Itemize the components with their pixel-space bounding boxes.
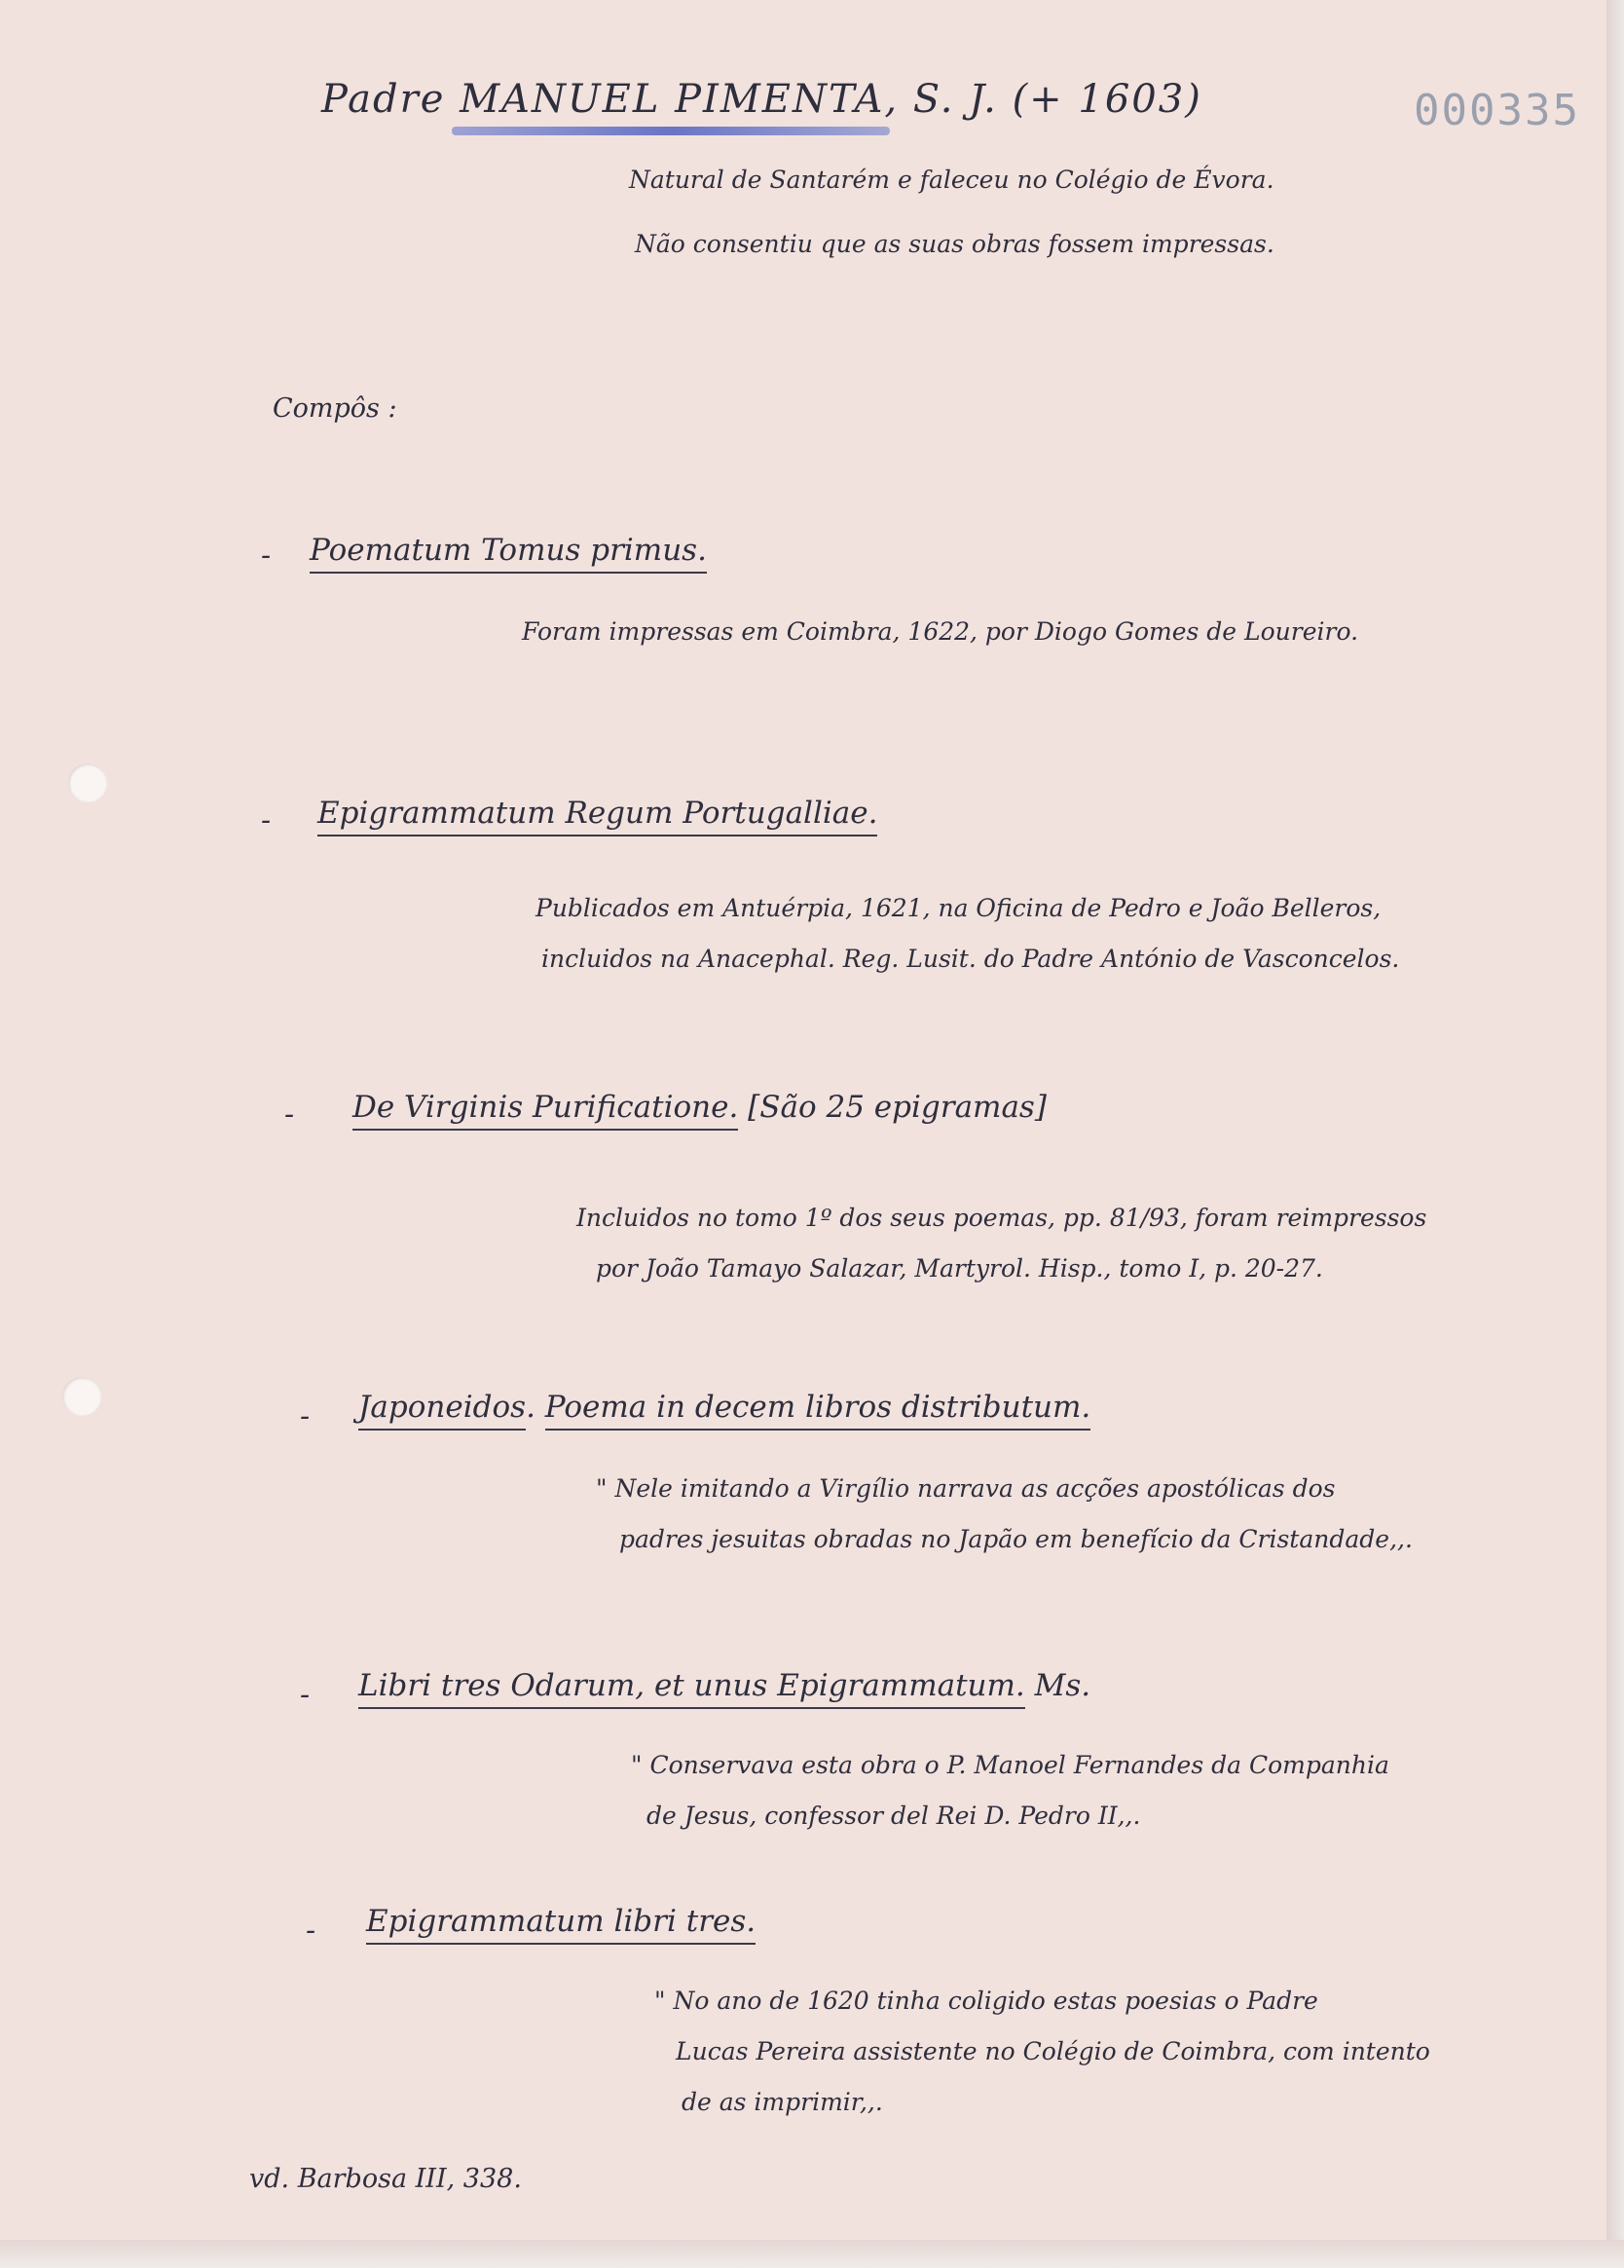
title-underlined: De Virginis Purificatione. (352, 1090, 738, 1131)
list-item-note: de Jesus, confessor del Rei D. Pedro II,,. (646, 1802, 1141, 1830)
list-item-title (366, 1904, 757, 1939)
page-edge-right (1606, 0, 1624, 2268)
list-item-note: incluidos na Anacephal. Reg. Lusit. do Padre António de Vasconcelos. (541, 945, 1400, 973)
list-dash: - (284, 1097, 295, 1132)
archive-stamp-number: 000335 (1414, 86, 1580, 135)
intro-line-2: Não consentiu que as suas obras fossem impressas. (635, 230, 1274, 258)
list-item-note: " Nele imitando a Virgílio narrava as acções apostólicas dos (596, 1474, 1336, 1503)
compos-label: Compôs : (273, 393, 397, 424)
intro-line-1: Natural de Santarém e faleceu no Colégio de Évora. (629, 166, 1274, 194)
list-item-note: Publicados em Antuérpia, 1621, na Oficina de Pedro e João Belleros, (535, 894, 1382, 922)
list-dash: - (261, 803, 272, 837)
punch-hole (62, 1377, 101, 1416)
bibliographic-reference: vd. Barbosa III, 338. (249, 2164, 522, 2194)
list-item-note: Foram impressas em Coimbra, 1622, por Diogo Gomes de Loureiro. (522, 617, 1359, 646)
list-dash: - (261, 539, 272, 573)
page-title (321, 77, 1202, 122)
title-extra: [São 25 epigramas] (748, 1090, 1047, 1125)
title-extra: Ms. (1034, 1668, 1091, 1703)
title-suffix: , S. J. (+ 1603) (884, 77, 1202, 122)
punch-hole (68, 763, 107, 802)
list-item-note: de as imprimir,,. (682, 2088, 883, 2116)
list-item-title (352, 1090, 1047, 1125)
title-prefix: Padre (321, 77, 446, 122)
list-item-note: " No ano de 1620 tinha coligido estas poesias o Padre (654, 1987, 1318, 2015)
title-underlined: Epigrammatum Regum Portugalliae. (317, 796, 877, 837)
title-underlined: Epigrammatum libri tres. (366, 1904, 756, 1945)
list-item-title (358, 1668, 1091, 1703)
list-item-note: padres jesuitas obradas no Japão em benefício da Cristandade,,. (619, 1525, 1413, 1553)
list-item-note: Lucas Pereira assistente no Colégio de Coimbra, com intento (676, 2037, 1430, 2065)
title-underlined: Poematum Tomus primus. (310, 533, 707, 574)
page-edge-bottom (0, 2240, 1624, 2268)
list-item-note: Incluidos no tomo 1º dos seus poemas, pp. 81/93, foram reimpressos (576, 1204, 1427, 1232)
list-dash: - (300, 1678, 311, 1712)
list-item-note: " Conservava esta obra o P. Manoel Fernandes da Companhia (631, 1751, 1389, 1779)
title-underlined: Libri tres Odarum, et unus Epigrammatum. (358, 1668, 1025, 1709)
title-part-underlined: Japoneidos (358, 1390, 526, 1431)
title-separator: . (526, 1390, 535, 1425)
list-item-title (317, 796, 878, 831)
list-dash: - (306, 1914, 316, 1948)
title-name: MANUEL PIMENTA (460, 77, 885, 122)
list-item-title (358, 1390, 1091, 1425)
list-item-note: por João Tamayo Salazar, Martyrol. Hisp., tomo I, p. 20-27. (596, 1254, 1323, 1283)
list-item-title (310, 533, 707, 568)
title-part-underlined: Poema in decem libros distributum. (545, 1390, 1090, 1431)
list-dash: - (300, 1399, 311, 1433)
